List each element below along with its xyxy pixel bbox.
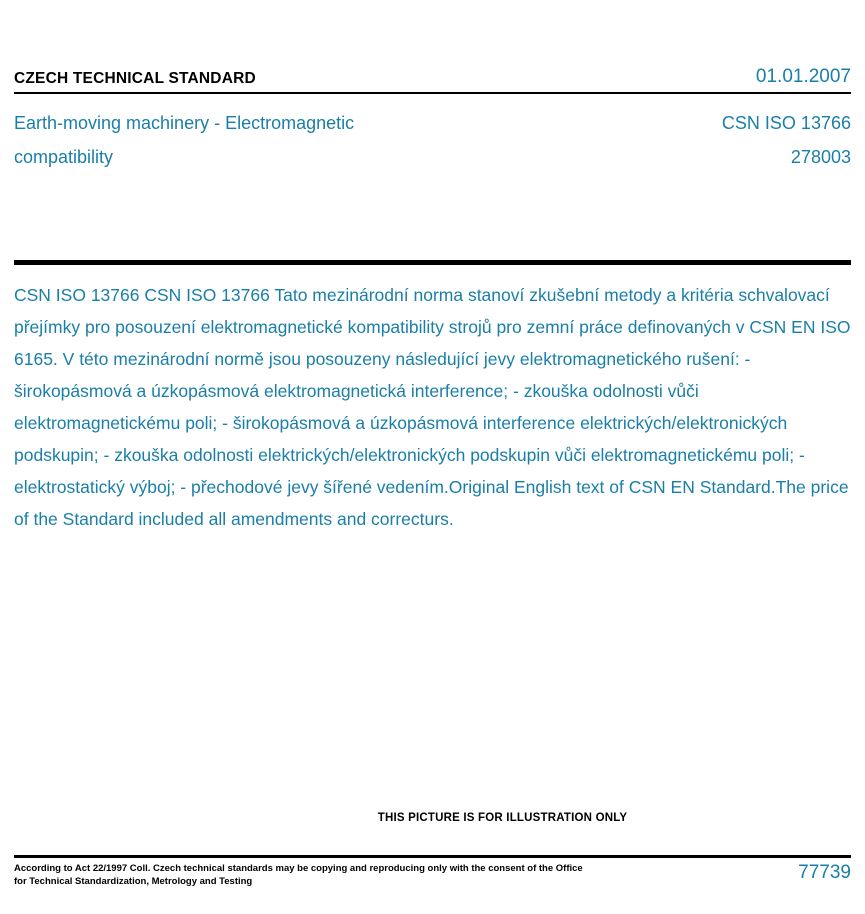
document-number: 77739 [798,862,851,883]
standard-title-line-2: compatibility [14,147,114,167]
illustration-disclaimer: THIS PICTURE IS FOR ILLUSTRATION ONLY [377,812,628,824]
title-spacer [14,174,851,260]
footer-notice-line-2: for Technical Standardization, Metrology and Testing [14,876,253,887]
abstract-text: CSN ISO 13766 CSN ISO 13766 Tato mezinárodní norma stanoví zkušební metody a kritéria schvalovací přejímky pro posouzení elektromagnetické kompatibility strojů pro zemní práce definovaných v CSN EN ISO 6165. V této mezinárodní normě jsou posouzeny následující jevy elektromagnetického rušení: - širokopásmová a úzkopásmová elektromagnetická interference; - zkouška odolnosti vůči elektromagnetickému poli; - širokopásmová a úzkopásmová interference elektrických/elektronických podskupin; - zkouška odolnosti elektrických/elektronických podskupin vůči elektromagnetickému poli; - elektrostatický výboj; - přechodové jevy šířené vedením.Original English text of CSN EN Standard.The price of the Standard included all amendments and correcturs. [14,285,851,529]
standard-classification-code: 278003 [790,147,851,167]
title-block [14,94,851,174]
footer-notice [14,862,583,888]
footer [14,862,851,888]
standard-title [14,106,354,174]
footer-divider [14,855,851,858]
standard-type-label: CZECH TECHNICAL STANDARD [14,70,256,87]
standard-codes [722,106,851,174]
footer-notice-line-1: According to Act 22/1997 Coll. Czech technical standards may be copying and reproducing only with the consent of the Office [14,863,583,874]
standard-title-line-1: Earth-moving machinery - Electromagnetic [14,113,355,133]
abstract-section [14,265,851,535]
header [14,0,851,92]
publication-date: 01.01.2007 [755,66,851,87]
standard-designation: CSN ISO 13766 [721,113,851,133]
